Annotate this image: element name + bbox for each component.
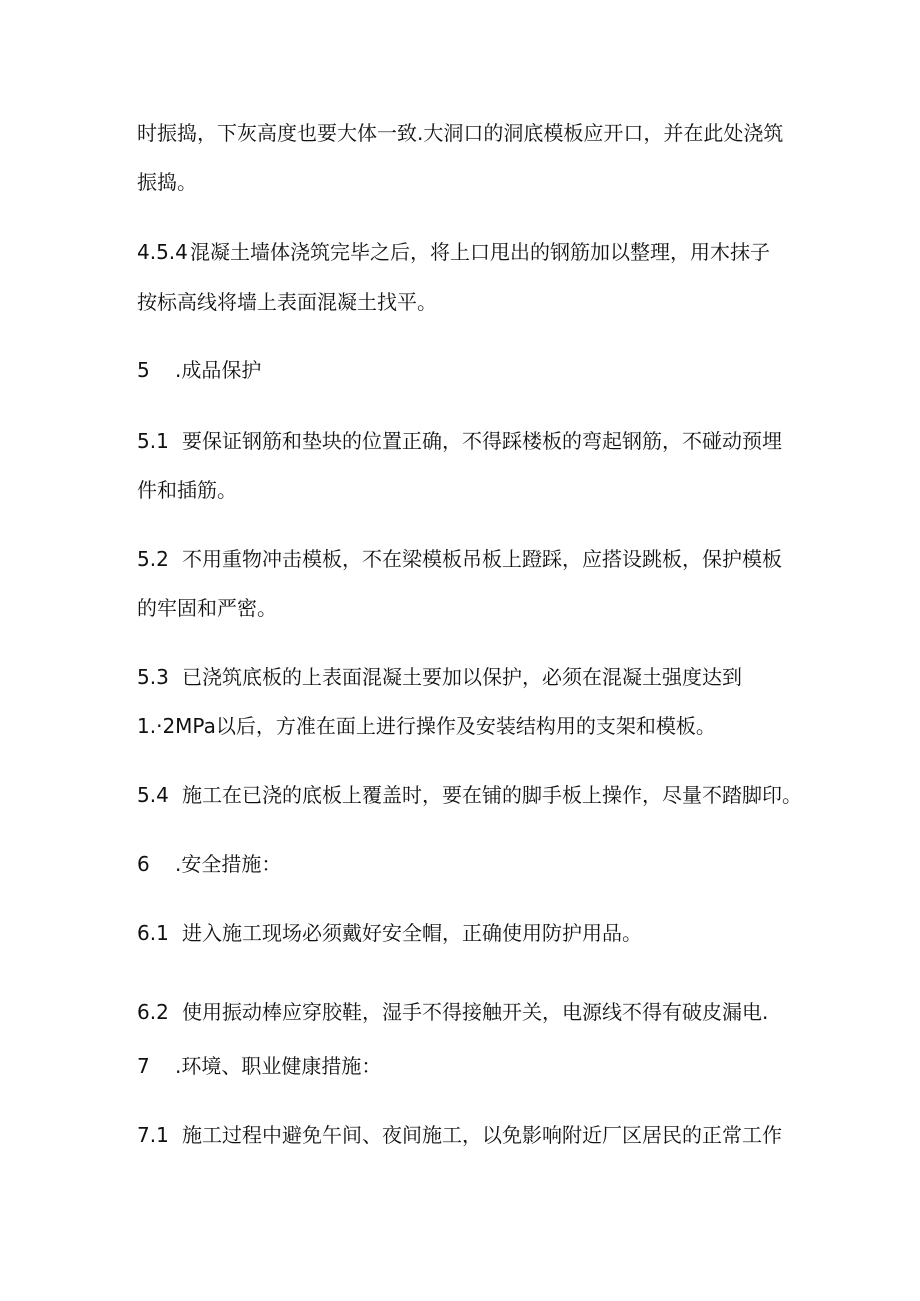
- section-number: 5.2: [137, 547, 169, 571]
- section-number: 5.1: [137, 429, 169, 453]
- section-number: 6: [137, 852, 150, 876]
- section-title: .成品保护: [175, 358, 262, 382]
- section-number: 7.1: [137, 1123, 169, 1147]
- section-number: 6.1: [137, 921, 169, 945]
- paragraph-line: [137, 546, 782, 572]
- section-number: 4.5.4: [137, 240, 188, 264]
- paragraph-line: [137, 664, 742, 690]
- paragraph-text: 不用重物冲击模板，不在梁模板吊板上蹬踩，应搭设跳板，保护模板: [182, 547, 782, 571]
- paragraph-line: [137, 289, 437, 315]
- paragraph-line: [137, 428, 782, 454]
- paragraph-text: 使用振动棒应穿胶鞋，湿手不得接触开关，电源线不得有破皮漏电.: [182, 1000, 769, 1024]
- paragraph-text: 混凝土墙体浇筑完毕之后，将上口甩出的钢筋加以整理，用木抹子: [190, 240, 770, 264]
- paragraph-text: 振捣。: [137, 170, 197, 194]
- section-number: 6.2: [137, 1000, 169, 1024]
- paragraph-text: 已浇筑底板的上表面混凝土要加以保护，必须在混凝土强度达到: [182, 665, 742, 689]
- section-title: .环境、职业健康措施：: [175, 1054, 382, 1078]
- section-number: 5.3: [137, 665, 169, 689]
- paragraph-text: 要保证钢筋和垫块的位置正确，不得踩楼板的弯起钢筋，不碰动预埋: [182, 429, 782, 453]
- paragraph-text: 时振捣，下灰高度也要大体一致.大洞口的洞底模板应开口，并在此处浇筑: [137, 121, 784, 145]
- paragraph-text: 进入施工现场必须戴好安全帽，正确使用防护用品。: [182, 921, 642, 945]
- paragraph-line: [137, 920, 642, 946]
- section-heading: [137, 1053, 381, 1079]
- paragraph-line: [137, 477, 237, 503]
- section-title: .安全措施：: [175, 852, 282, 876]
- paragraph-text: 按标高线将墙上表面混凝土找平。: [137, 290, 437, 314]
- paragraph-line: [137, 713, 716, 739]
- paragraph-text: 施工过程中避免午间、夜间施工，以免影响附近厂区居民的正常工作: [182, 1123, 782, 1147]
- paragraph-line: [137, 782, 802, 808]
- section-number: 5.4: [137, 783, 169, 807]
- paragraph-text: 件和插筋。: [137, 478, 237, 502]
- paragraph-line: [137, 169, 197, 195]
- paragraph-text: 的牢固和严密。: [137, 596, 277, 620]
- paragraph-line: [137, 1122, 782, 1148]
- paragraph-line: [137, 239, 770, 265]
- paragraph-line: [137, 120, 783, 146]
- section-number: 7: [137, 1054, 150, 1078]
- paragraph-text: 1.·2MPa以后，方准在面上进行操作及安装结构用的支架和模板。: [137, 714, 716, 738]
- section-number: 5: [137, 358, 150, 382]
- section-heading: [137, 357, 261, 383]
- paragraph-text: 施工在已浇的底板上覆盖时，要在铺的脚手板上操作，尽量不踏脚印。: [182, 783, 802, 807]
- paragraph-line: [137, 999, 768, 1025]
- section-heading: [137, 851, 281, 877]
- paragraph-line: [137, 595, 277, 621]
